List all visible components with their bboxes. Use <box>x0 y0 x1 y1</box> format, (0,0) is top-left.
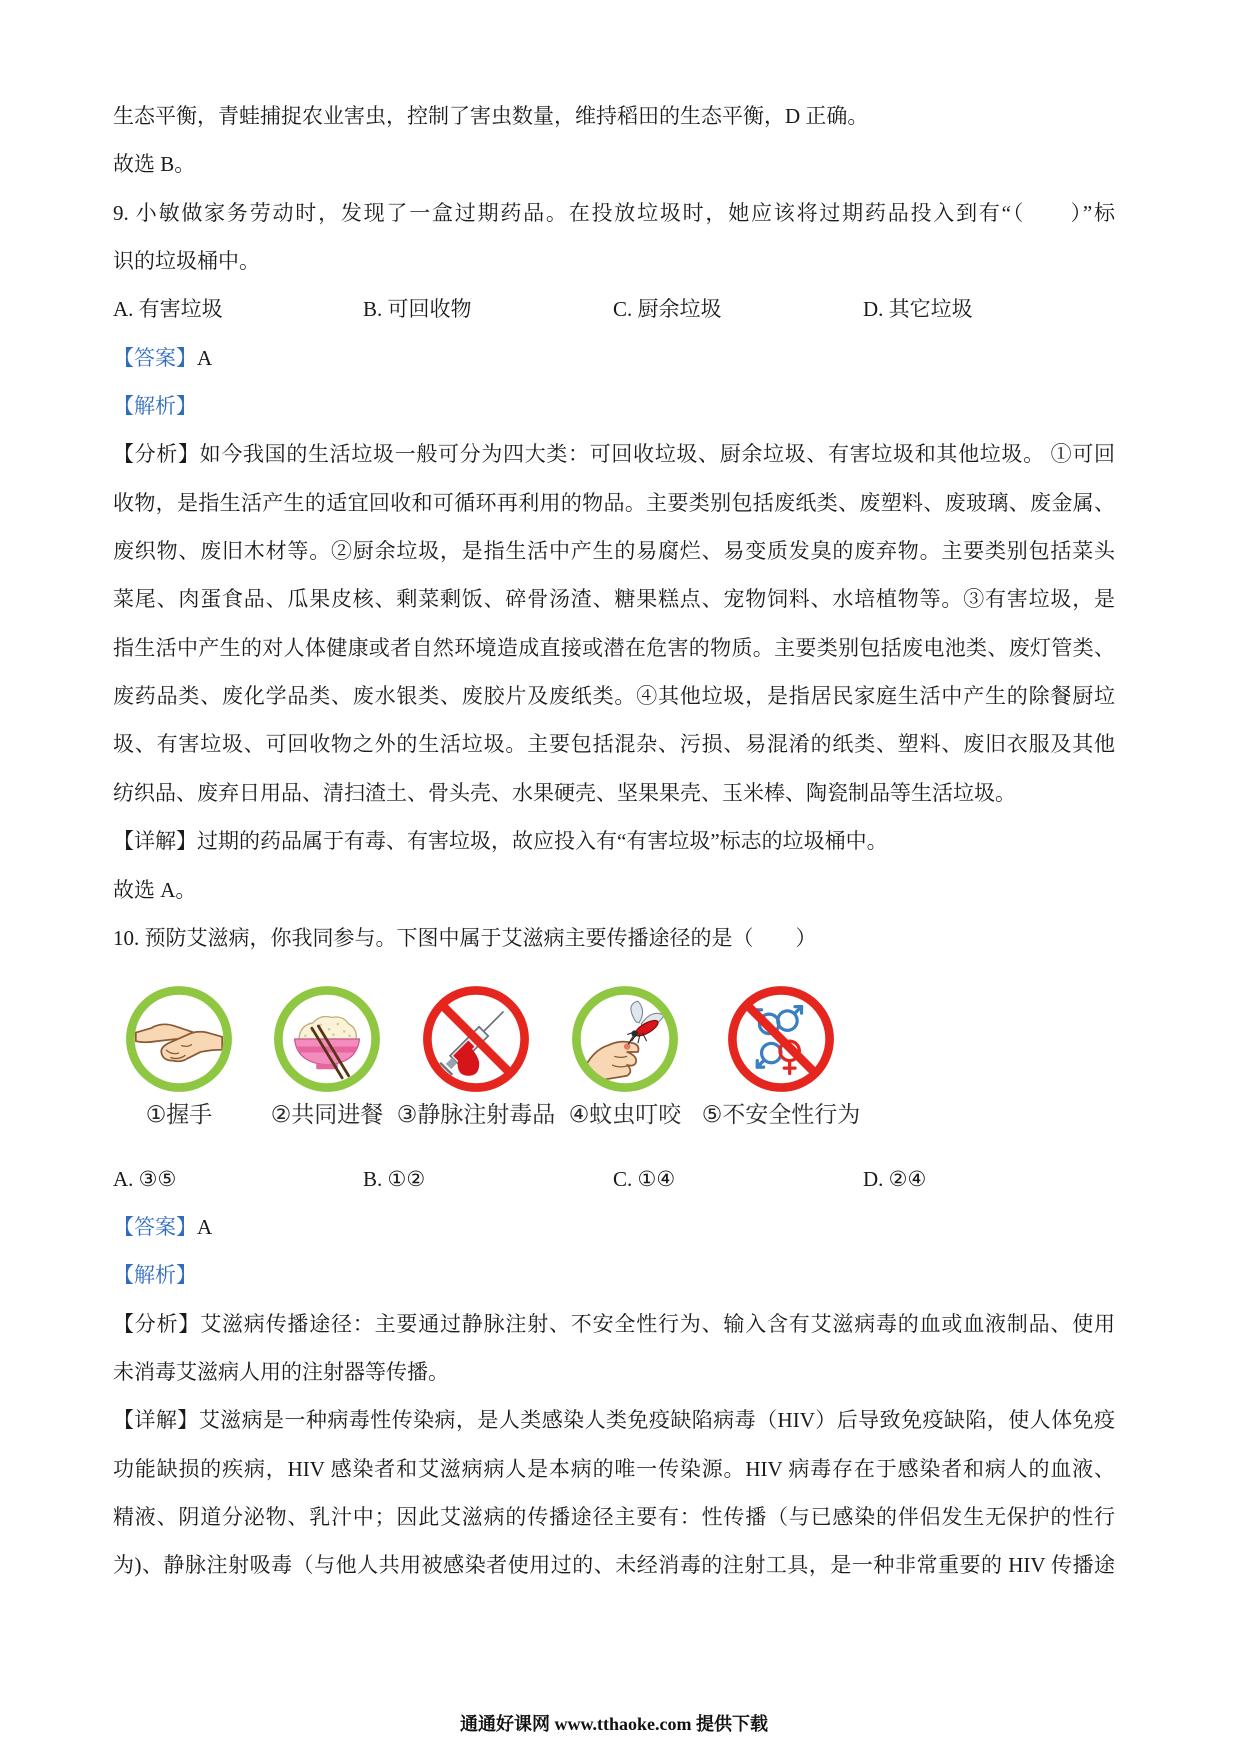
detail-line: 为)、静脉注射吸毒（与他人共用被感染者使用过的、未经消毒的注射工具，是一种非常重要的 HIV 传播途 <box>113 1553 1115 1578</box>
figure-label: ④蚊虫叮咬 <box>568 1102 682 1129</box>
analysis-line: 收物，是指生活产生的适宜回收和可循环再利用的物品。主要类别包括废纸类、废塑料、废玻璃、废金属、 <box>113 490 1115 515</box>
rice-bowl-icon <box>273 985 381 1093</box>
question-9-stem-line: 识的垃圾桶中。 <box>113 249 260 274</box>
analysis-line: 【分析】艾滋病传播途径：主要通过静脉注射、不安全性行为、输入含有艾滋病毒的血或血液制品、使用 <box>113 1311 1115 1336</box>
detail-line: 【详解】艾滋病是一种病毒性传染病，是人类感染人类免疫缺陷病毒（HIV）后导致免疫缺陷，使人体免疫 <box>113 1408 1115 1433</box>
option-c: C. ①④ <box>613 1166 676 1191</box>
detail-line: 功能缺损的疾病，HIV 感染者和艾滋病病人是本病的唯一传染源。HIV 病毒存在于感染者和病人的血液、 <box>113 1456 1115 1481</box>
answer-line <box>113 334 1115 382</box>
analysis-line: 【分析】如今我国的生活垃圾一般可分为四大类：可回收垃圾、厨余垃圾、有害垃圾和其他垃圾。 ①可回 <box>113 442 1115 467</box>
figure-item-unsafe-sex <box>681 985 881 1129</box>
analysis-line: 废药品类、废化学品类、废水银类、废胶片及废纸类。④其他垃圾，是指居民家庭生活中产生的除餐厨垃 <box>113 684 1115 709</box>
figure-label: ①握手 <box>145 1102 213 1129</box>
analysis-line: 未消毒艾滋病人用的注射器等传播。 <box>113 1360 449 1385</box>
analysis-line: 指生活中产生的对人体健康或者自然环境造成直接或潜在危害的物质。主要类别包括废电池类、废灯管类、 <box>113 635 1115 660</box>
text-line: 生态平衡，青蛙捕捉农业害虫，控制了害虫数量，维持稻田的生态平衡，D 正确。 <box>113 104 869 128</box>
figure-label: ⑤不安全性行为 <box>701 1102 861 1129</box>
mosquito-bite-icon <box>571 985 679 1093</box>
question-10-options <box>113 1155 1115 1203</box>
option-d: D. ②④ <box>863 1166 927 1191</box>
gender-symbols-icon <box>727 985 835 1093</box>
question-9-options <box>113 285 1115 333</box>
answer-value: A <box>197 345 213 370</box>
answer-label: 【答案】 <box>113 345 197 370</box>
answer-value: A <box>197 1215 213 1240</box>
explanation-label: 【解析】 <box>113 394 197 419</box>
option-a: A. ③⑤ <box>113 1166 177 1191</box>
option-b: B. ①② <box>363 1166 426 1191</box>
answer-line <box>113 1203 1115 1251</box>
option-b: B. 可回收物 <box>363 297 472 322</box>
question-10-stem: 10. 预防艾滋病，你我同参与。下图中属于艾滋病主要传播途径的是（ ） <box>113 925 817 950</box>
conclusion-line: 故选 B。 <box>113 152 196 177</box>
figure-label: ②共同进餐 <box>270 1102 384 1129</box>
answer-label: 【答案】 <box>113 1215 197 1240</box>
detail-line: 【详解】过期的药品属于有毒、有害垃圾，故应投入有“有害垃圾”标志的垃圾桶中。 <box>113 829 888 854</box>
footer-source: 通通好课网 www.tthaoke.com 提供下载 <box>460 1714 768 1734</box>
analysis-line: 废织物、废旧木材等。②厨余垃圾，是指生活中产生的易腐烂、易变质发臭的废弃物。主要类别包括菜头 <box>113 539 1115 564</box>
question-10-figure <box>113 962 1115 1155</box>
analysis-line: 圾、有害垃圾、可回收物之外的生活垃圾。主要包括混杂、污损、易混淆的纸类、塑料、废旧衣服及其他 <box>113 732 1115 757</box>
analysis-line: 菜尾、肉蛋食品、瓜果皮核、剩菜剩饭、碎骨汤渣、糖果糕点、宠物饲料、水培植物等。③有害垃圾，是 <box>113 587 1115 612</box>
detail-line: 精液、阴道分泌物、乳汁中；因此艾滋病的传播途径主要有：性传播（与已感染的伴侣发生无保护的性行 <box>113 1505 1115 1530</box>
option-c: C. 厨余垃圾 <box>613 297 722 322</box>
option-d: D. 其它垃圾 <box>863 297 973 322</box>
handshake-icon <box>125 985 233 1093</box>
figure-label: ③静脉注射毒品 <box>396 1102 556 1129</box>
conclusion-line: 故选 A。 <box>113 877 197 902</box>
analysis-line: 纺织品、废弃日用品、清扫渣土、骨头壳、水果硬壳、坚果果壳、玉米棒、陶瓷制品等生活垃圾。 <box>113 780 1016 805</box>
question-9-stem-line: 9. 小敏做家务劳动时，发现了一盒过期药品。在投放垃圾时，她应该将过期药品投入到有“（ ）”标 <box>113 200 1115 225</box>
document-body <box>113 92 1115 1590</box>
option-a: A. 有害垃圾 <box>113 297 223 322</box>
explanation-label: 【解析】 <box>113 1263 197 1288</box>
syringe-blood-icon <box>422 985 530 1093</box>
